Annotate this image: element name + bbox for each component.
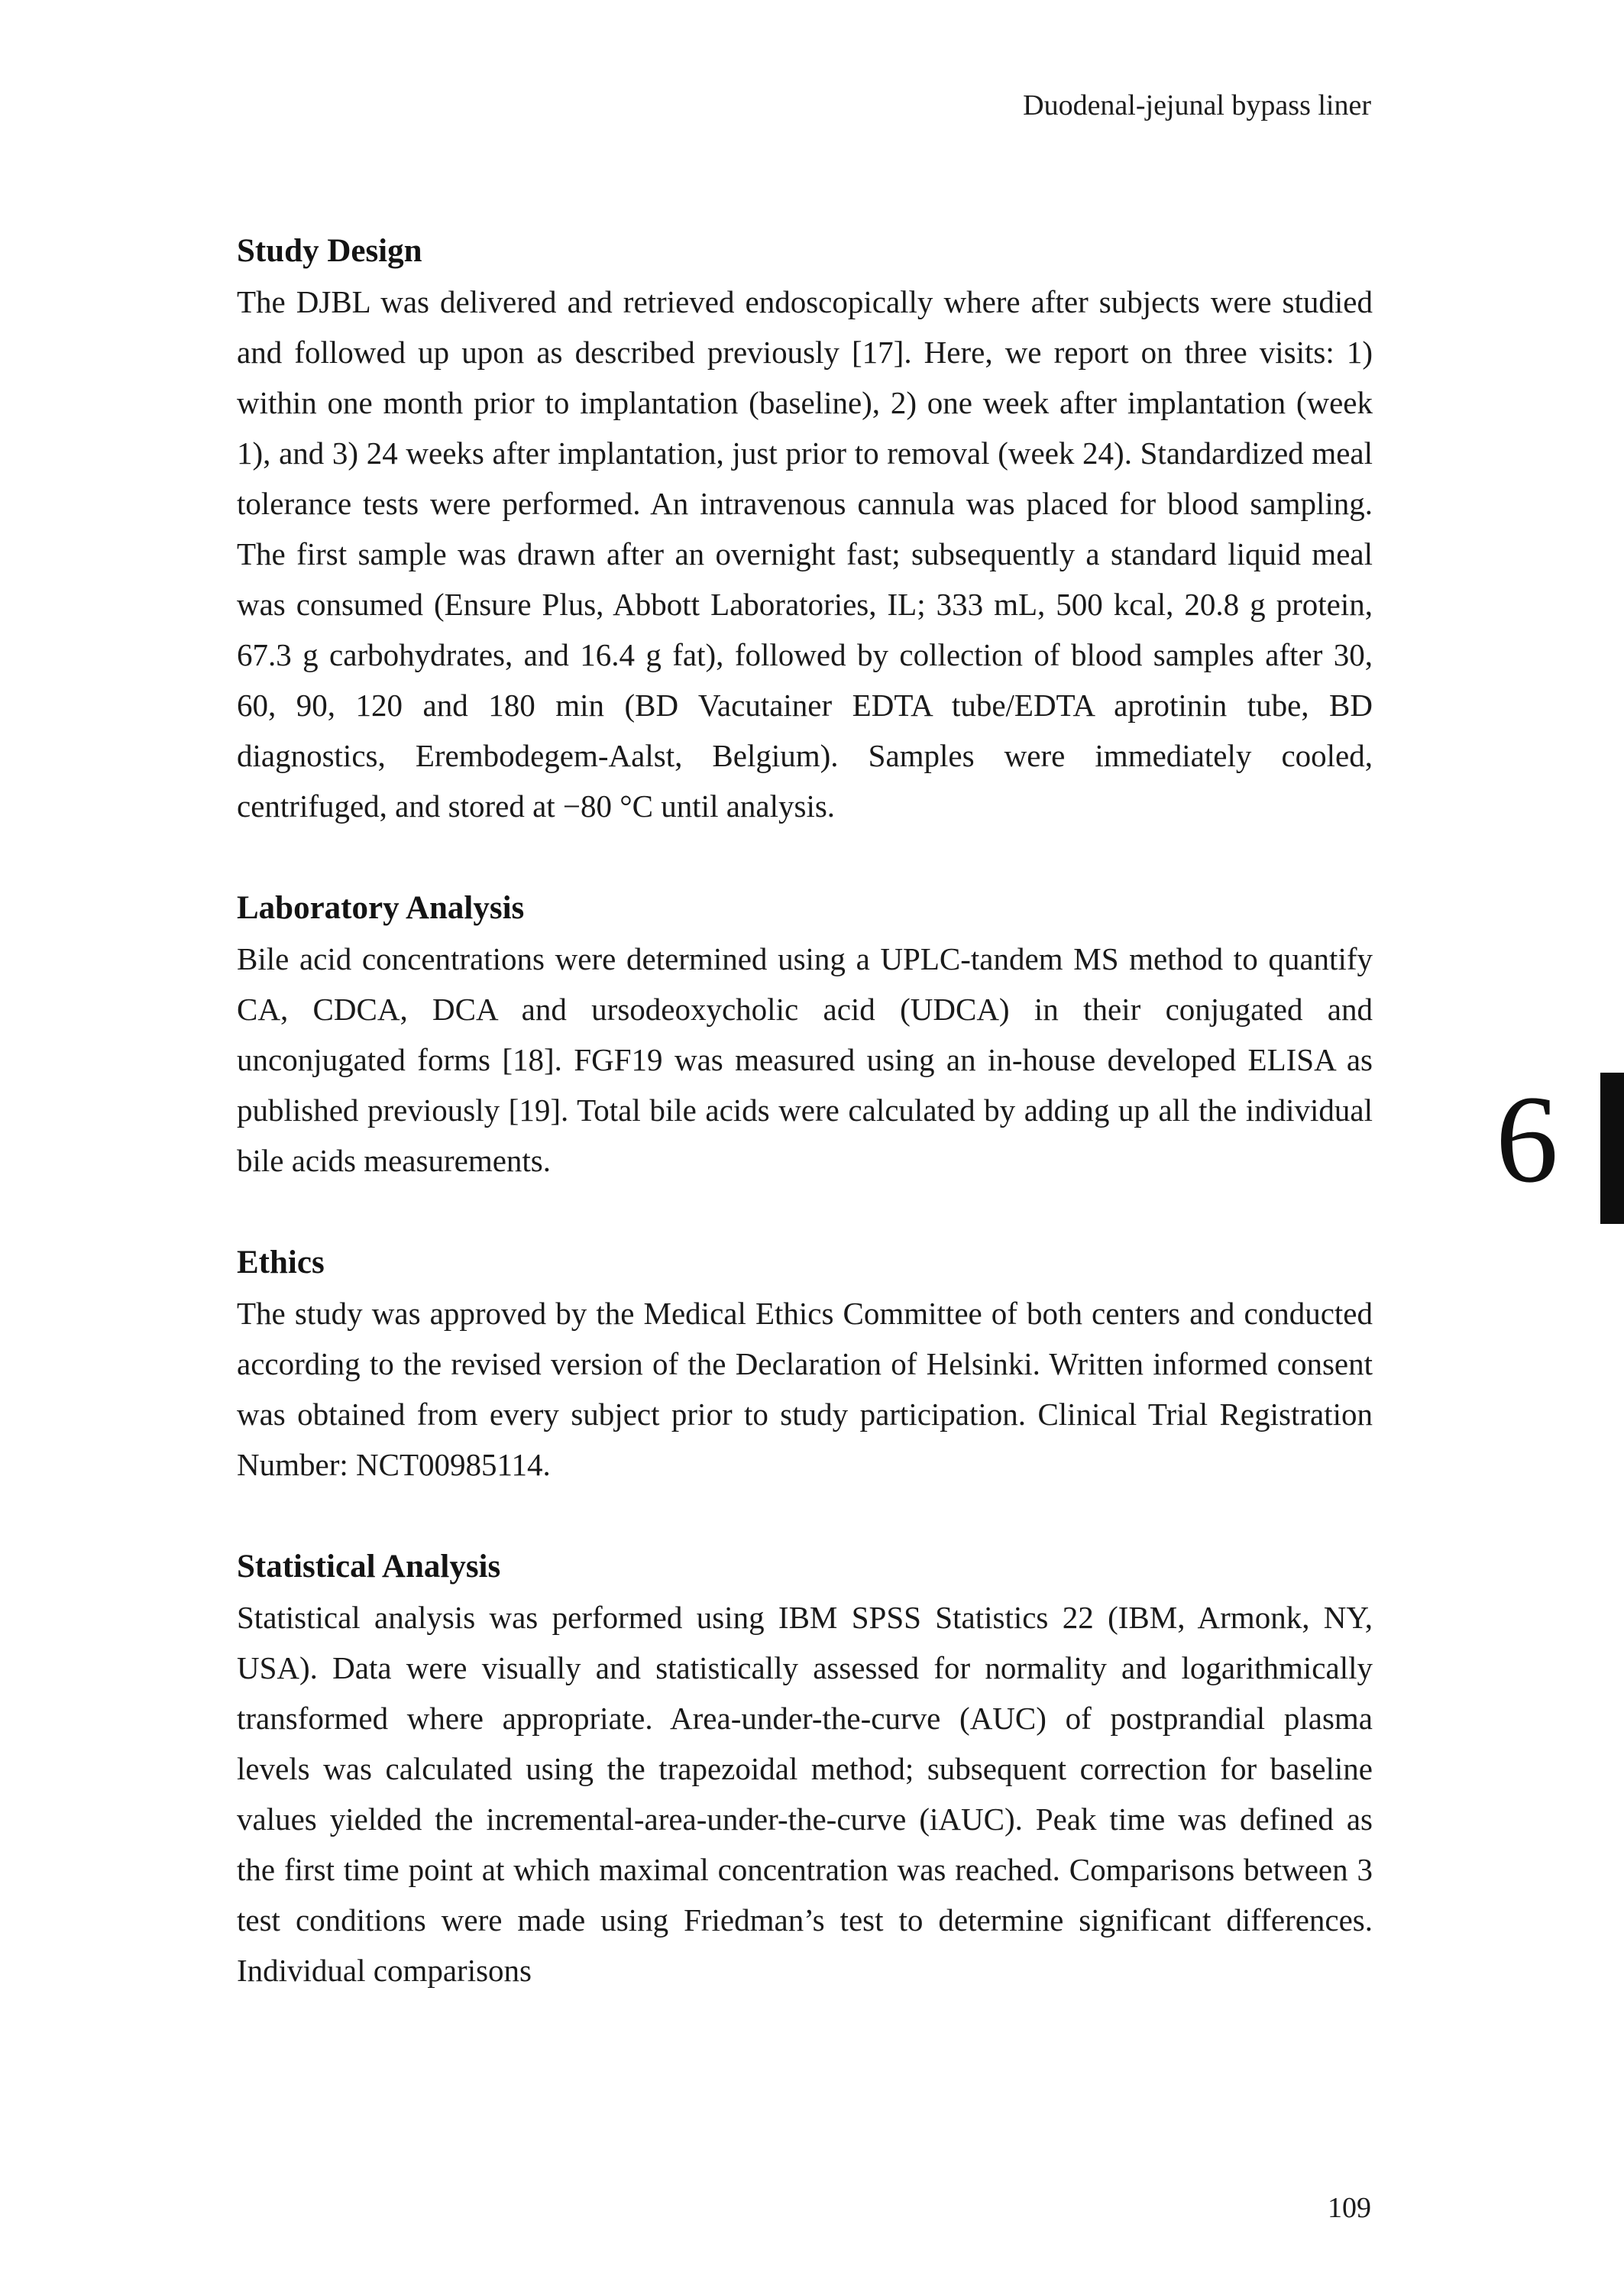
section-heading: Ethics	[237, 1245, 325, 1280]
section-ethics	[237, 1238, 1373, 1490]
section-body: Bile acid concentrations were determined using a UPLC-tandem MS method to quantify CA, CDCA, DCA and ursodeoxycholic acid (UDCA) in their conjugated and unconjugated forms [18]. FGF19 was measured using an in-house developed ELISA as published previously [19]. Total bile acids were calculated by adding up all the individual bile acids measurements.	[237, 941, 1373, 1178]
section-body: The study was approved by the Medical Ethics Committee of both centers and conducted according to the revised version of the Declaration of Helsinki. Written informed consent was obtained from every subject prior to study participation. Clinical Trial Registration Number: NCT00985114.	[237, 1296, 1373, 1482]
section-heading: Statistical Analysis	[237, 1549, 501, 1585]
running-header: Duodenal-jejunal bypass liner	[1023, 89, 1371, 121]
section-statistical-analysis	[237, 1542, 1373, 1996]
section-body: Statistical analysis was performed using IBM SPSS Statistics 22 (IBM, Armonk, NY, USA). Data were visually and statistically assessed for normality and logarithmically transformed where appropriate. Area-under-the-curve (AUC) of postprandial plasma levels was calculated using the trapezoidal method; subsequent correction for baseline values yielded the incremental-area-under-the-curve (iAUC). Peak time was defined as the first time point at which maximal concentration was reached. Comparisons between 3 test conditions were made using Friedman’s test to determine significant differences. Individual comparisons	[237, 1600, 1373, 1988]
section-laboratory-analysis	[237, 883, 1373, 1186]
section-study-design	[237, 226, 1373, 831]
chapter-number: 6	[1496, 1070, 1558, 1209]
page-number: 109	[1328, 2192, 1371, 2224]
text-block	[237, 226, 1373, 1996]
section-heading: Laboratory Analysis	[237, 890, 525, 926]
section-body: The DJBL was delivered and retrieved endoscopically where after subjects were studied and followed up upon as described previously [17]. Here, we report on three visits: 1) within one month prior to implantation (baseline), 2) one week after implantation (week 1), and 3) 24 weeks after implantation, just prior to removal (week 24). Standardized meal tolerance tests were performed. An intravenous cannula was placed for blood sampling. The first sample was drawn after an overnight fast; subsequently a standard liquid meal was consumed (Ensure Plus, Abbott Laboratories, IL; 333 mL, 500 kcal, 20.8 g protein, 67.3 g carbohydrates, and 16.4 g fat), followed by collection of blood samples after 30, 60, 90, 120 and 180 min (BD Vacutainer EDTA tube/EDTA aprotinin tube, BD diagnostics, Erembodegem-Aalst, Belgium). Samples were immediately cooled, centrifuged, and stored at −80 °C until analysis.	[237, 284, 1373, 824]
chapter-tab-bar	[1600, 1073, 1624, 1224]
section-heading: Study Design	[237, 233, 422, 269]
